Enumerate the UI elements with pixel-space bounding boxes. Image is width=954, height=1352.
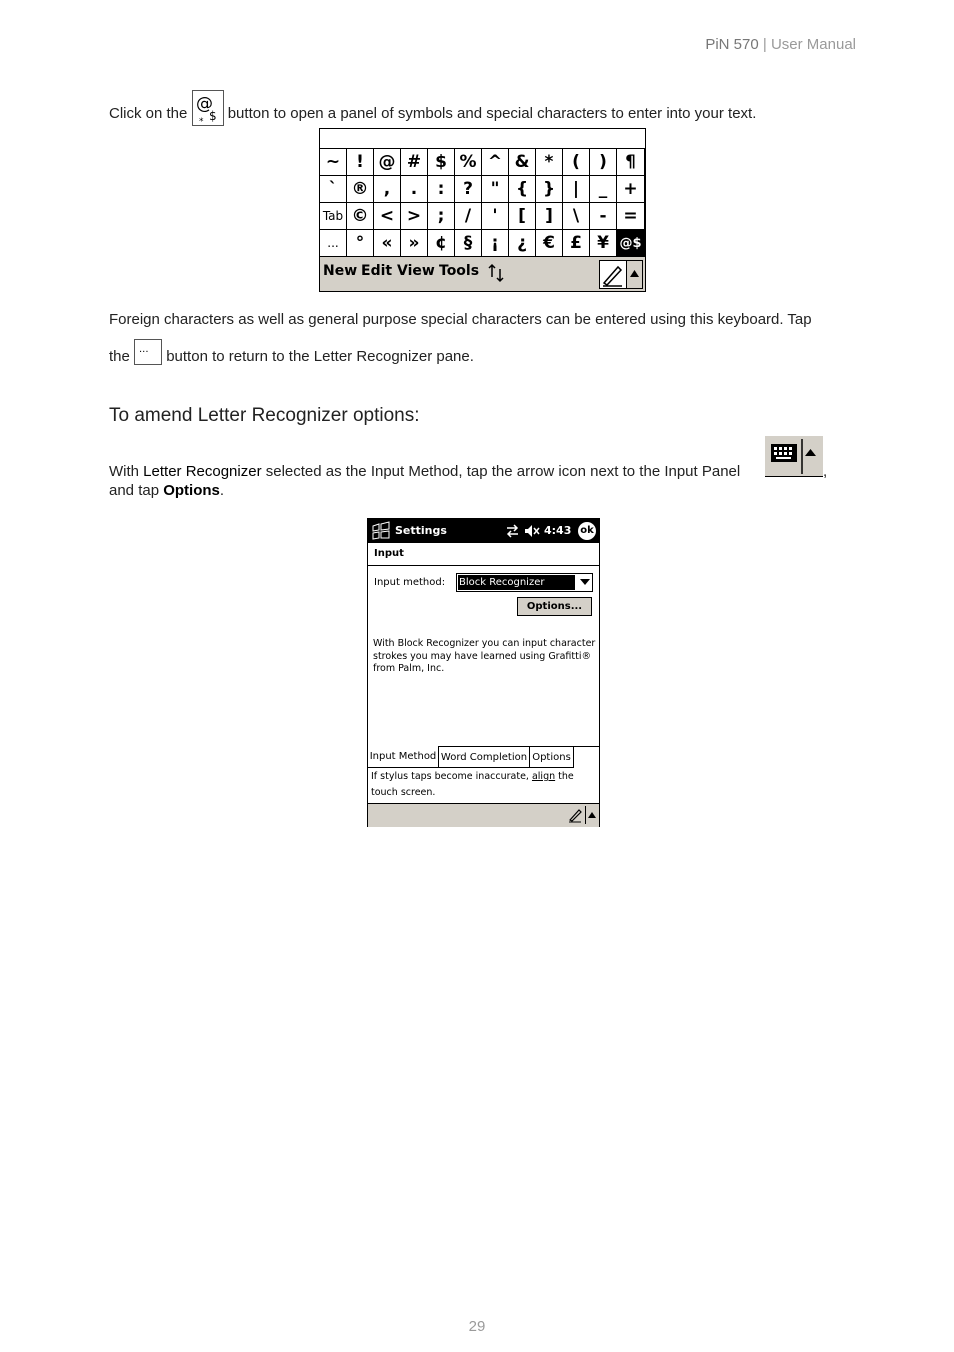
tap-options-instruction: and tap Options. (109, 482, 225, 499)
symbol-key[interactable]: + (617, 176, 645, 203)
symbol-key[interactable]: % (455, 149, 482, 176)
symbol-key[interactable]: ' (482, 203, 509, 230)
symbol-key[interactable]: . (401, 176, 428, 203)
manual-name: User Manual (770, 36, 856, 53)
symbol-key[interactable]: > (401, 203, 428, 230)
symbol-key[interactable]: ° (347, 230, 374, 257)
svg-text:@: @ (195, 94, 213, 114)
title-bar (368, 519, 599, 543)
menu-edit[interactable]: Edit (361, 263, 393, 279)
symbol-key[interactable]: & (509, 149, 536, 176)
svg-text:*: * (198, 117, 204, 125)
tab-word-completion[interactable]: Word Completion (438, 746, 530, 768)
connectivity-icon[interactable] (505, 524, 520, 538)
speaker-muted-icon[interactable] (524, 524, 541, 538)
ellipsis-key-icon (134, 339, 162, 365)
input-method-label: Input method: (374, 577, 446, 588)
symbol-key[interactable]: ¢ (428, 230, 455, 257)
symbol-key[interactable]: ¿ (509, 230, 536, 257)
input-panel-arrow-icon[interactable] (626, 260, 643, 289)
symbol-key[interactable]: € (536, 230, 563, 257)
symbol-key[interactable]: / (455, 203, 482, 230)
align-instruction: If stylus taps become inaccurate, align the (371, 771, 574, 782)
return-instruction: the ... button to return to the Letter Recognizer pane. (109, 339, 474, 367)
symbol-key[interactable]: | (563, 176, 590, 203)
foreign-characters-text: Foreign characters as well as general purpose special characters can be entered using this keyboard. Tap (109, 311, 812, 328)
symbol-key[interactable]: ? (455, 176, 482, 203)
settings-screen: Settings 4:43 ok Input Input method: Block Recognizer Options... With Block Recognizer you can input character strokes you may have learned using Grafitti® from Palm, Inc. Input Method Word Completion Options If stylus taps become inaccurate, align the touch screen. (367, 518, 600, 827)
svg-text:...: ... (139, 344, 149, 355)
symbol-key[interactable]: [ (509, 203, 536, 230)
input-panel-icon (765, 436, 823, 477)
chevron-down-icon (580, 579, 590, 586)
symbol-key[interactable]: = (617, 203, 645, 230)
input-method-dropdown[interactable]: Block Recognizer (456, 573, 593, 592)
svg-text:$: $ (208, 109, 217, 123)
symbol-key[interactable]: ¥ (590, 230, 617, 257)
sort-arrows-icon[interactable] (488, 263, 506, 283)
page-number: 29 (468, 1318, 486, 1335)
section-title: Input (374, 548, 404, 559)
symbol-key[interactable]: _ (590, 176, 617, 203)
at-dollar-icon (193, 91, 223, 125)
symbol-key[interactable]: * (536, 149, 563, 176)
menu-new[interactable]: New (323, 263, 358, 279)
symbol-key[interactable]: ( (563, 149, 590, 176)
product-name: PiN 570 (705, 36, 759, 53)
screen-title: Settings (395, 524, 447, 537)
symbol-key[interactable]: < (374, 203, 401, 230)
symbol-key[interactable]: \ (563, 203, 590, 230)
symbol-panel-instruction: Click on the @ $ * button to open a panel of symbols and special characters to enter into your text. (109, 90, 756, 124)
symbol-key[interactable]: } (536, 176, 563, 203)
tab-options[interactable]: Options (529, 746, 574, 768)
symbol-key[interactable]: © (347, 203, 374, 230)
ok-button[interactable]: ok (578, 522, 596, 540)
symbol-key[interactable]: , (374, 176, 401, 203)
clock: 4:43 (544, 524, 572, 537)
symbol-menubar (320, 257, 645, 291)
align-link[interactable]: align (531, 771, 556, 782)
symbol-key[interactable]: ¶ (617, 149, 645, 176)
symbol-key[interactable]: ~ (320, 149, 347, 176)
symbol-key[interactable]: : (428, 176, 455, 203)
symbol-grid (320, 148, 645, 257)
symbol-key[interactable]: # (401, 149, 428, 176)
symbols-toggle-key[interactable]: @$ (617, 230, 645, 257)
menu-tools[interactable]: Tools (439, 263, 480, 279)
tab-input-method[interactable]: Input Method (368, 746, 439, 768)
symbol-key[interactable]: Tab (320, 203, 347, 230)
symbol-key[interactable]: { (509, 176, 536, 203)
symbol-key[interactable]: ` (320, 176, 347, 203)
symbol-key[interactable]: £ (563, 230, 590, 257)
symbol-key[interactable]: @ (374, 149, 401, 176)
input-panel-instruction: With Letter Recognizer selected as the Input Method, tap the arrow icon next to the Input Panel (109, 463, 741, 480)
section-heading: To amend Letter Recognizer options: (109, 405, 420, 426)
page-header: PiN 570 | User Manual (705, 36, 856, 53)
symbol-key[interactable]: ! (347, 149, 374, 176)
symbol-key[interactable]: ... (320, 230, 347, 257)
bottom-bar (368, 803, 599, 827)
windows-start-icon[interactable] (370, 521, 392, 541)
symbol-key[interactable]: » (401, 230, 428, 257)
symbol-key[interactable]: « (374, 230, 401, 257)
symbol-key[interactable]: ; (428, 203, 455, 230)
symbol-key[interactable]: § (455, 230, 482, 257)
symbol-key[interactable]: ® (347, 176, 374, 203)
pencil-icon[interactable] (567, 807, 583, 823)
symbol-key[interactable]: $ (428, 149, 455, 176)
menu-view[interactable]: View (397, 263, 435, 279)
input-panel-pencil-icon[interactable] (599, 260, 627, 289)
symbol-key[interactable]: ^ (482, 149, 509, 176)
symbol-key[interactable]: " (482, 176, 509, 203)
symbol-panel (319, 128, 646, 292)
symbol-key[interactable]: ¡ (482, 230, 509, 257)
options-button[interactable]: Options... (517, 597, 592, 616)
symbol-key[interactable]: ] (536, 203, 563, 230)
symbol-key[interactable]: ) (590, 149, 617, 176)
symbol-key[interactable]: - (590, 203, 617, 230)
arrow-up-icon[interactable] (587, 810, 597, 820)
symbols-panel-icon (192, 90, 224, 126)
